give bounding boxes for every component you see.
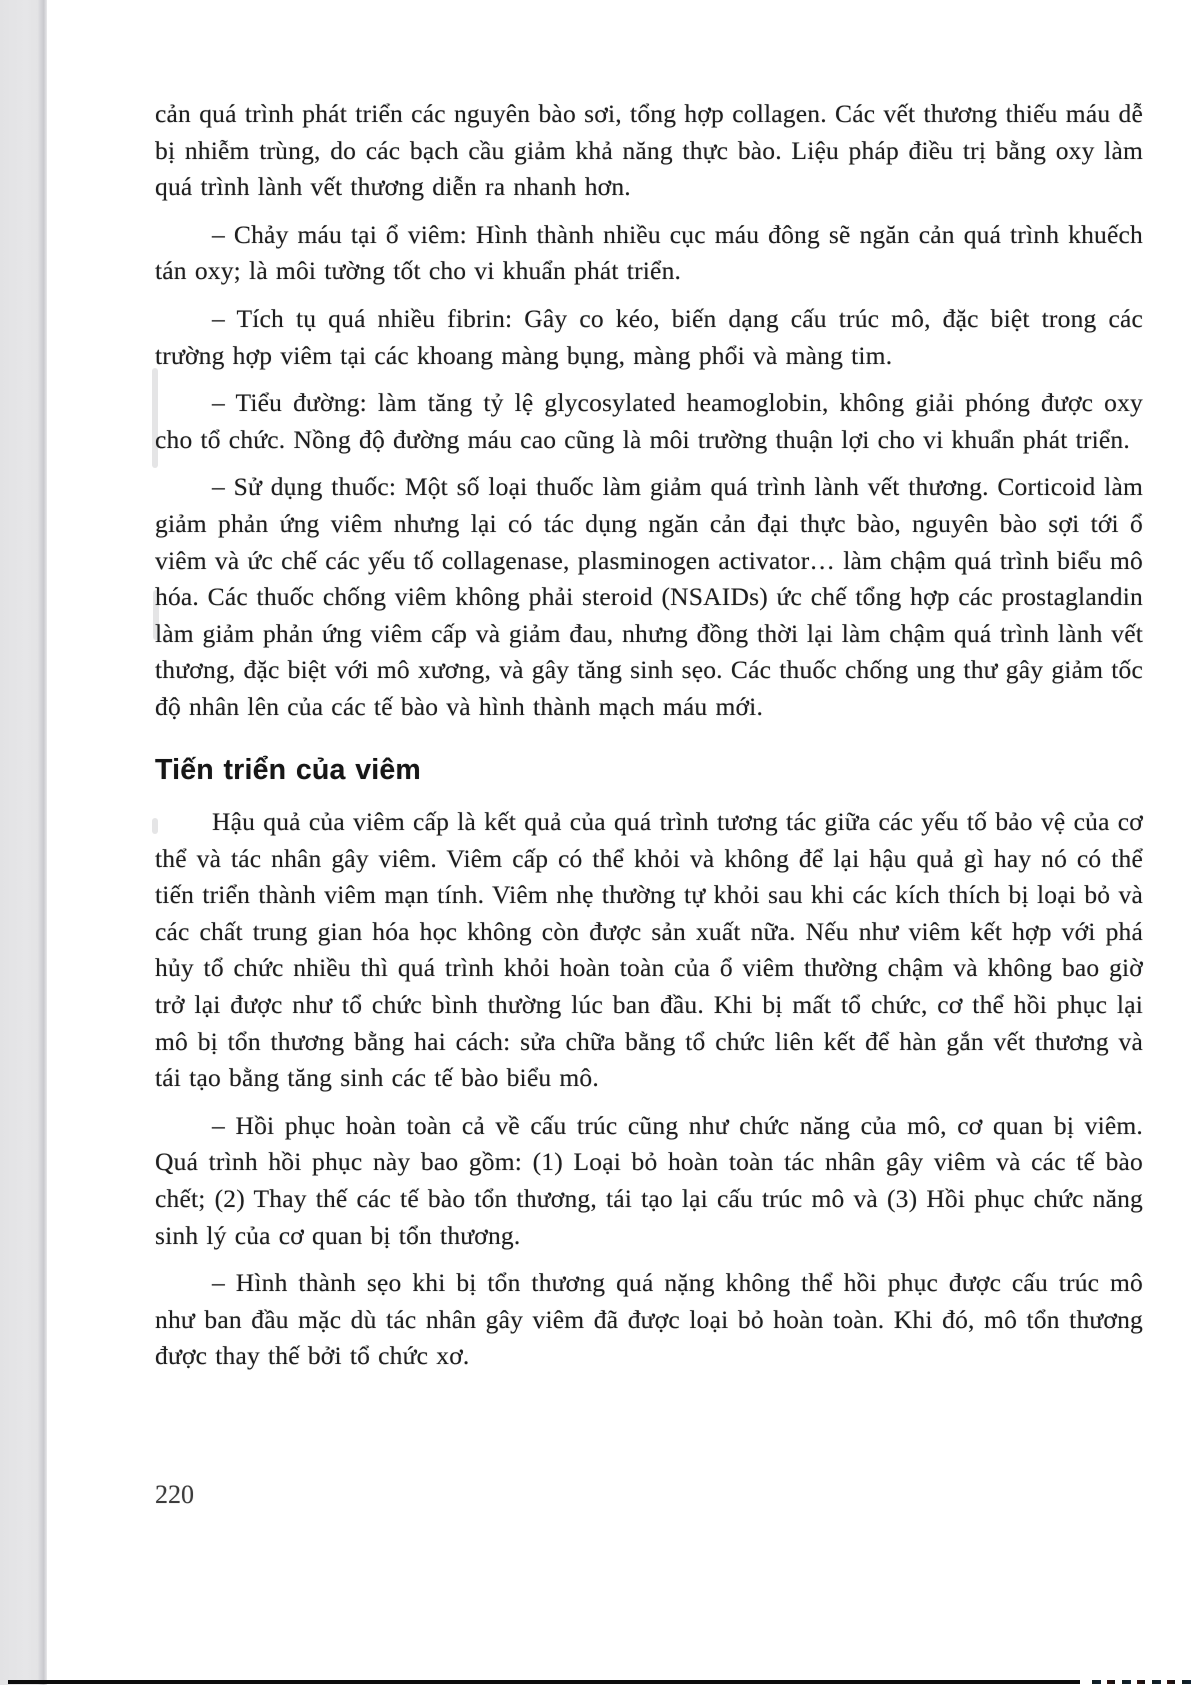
page-gutter-shadow: [0, 0, 47, 1685]
section-heading: Tiến triển của viêm: [155, 753, 421, 786]
scan-edge-line: [8, 1680, 1080, 1684]
bullet-paragraph-full-recovery: – Hồi phục hoàn toàn cả về cấu trúc cũng như chức năng của mô, cơ quan bị viêm. Quá trình hồi phục này bao gồm: (1) Loại bỏ hoàn toàn tác nhân gây viêm và các tế bào chết; (2) Thay thế các tế bào tổn thương, tái tạo lại cấu trúc mô và (3) Hồi phục chức năng sinh lý của cơ quan bị tổn thương.: [155, 1110, 1143, 1250]
paragraph-continuation: cản quá trình phát triển các nguyên bào sơi, tổng hợp collagen. Các vết thương thiếu máu dễ bị nhiễm trùng, do các bạch cầu giảm khả năng thực bào. Liệu pháp điều trị bằng oxy làm quá trình lành vết thương diễn ra nhanh hơn.: [155, 99, 1143, 202]
page-number: 220: [155, 1480, 194, 1509]
scan-edge-line-broken: [1092, 1680, 1192, 1684]
bullet-paragraph-bleeding: – Chảy máu tại ổ viêm: Hình thành nhiều cục máu đông sẽ ngăn cản quá trình khuếch tán oxy; là môi tường tốt cho vi khuẩn phát triển.: [155, 219, 1143, 286]
bullet-paragraph-fibrin: – Tích tụ quá nhiều fibrin: Gây co kéo, biến dạng cấu trúc mô, đặc biệt trong các trường hợp viêm tại các khoang màng bụng, màng phổi và màng tim.: [155, 303, 1143, 370]
page-body-text: [155, 96, 1143, 1386]
bullet-paragraph-diabetes: – Tiểu đường: làm tăng tỷ lệ glycosylated heamoglobin, không giải phóng được oxy cho tổ chức. Nồng độ đường máu cao cũng là môi trường thuận lợi cho vi khuẩn phát triển.: [155, 388, 1143, 454]
paragraph-inflammation-outcome: Hậu quả của viêm cấp là kết quả của quá trình tương tác giữa các yếu tố bảo vệ của cơ thể và tác nhân gây viêm. Viêm cấp có thể khỏi và không để lại hậu quả gì hay nó có thể tiến triển thành viêm mạn tính. Viêm nhẹ thường tự khỏi sau khi các kích thích bị loại bỏ và các chất trung gian hóa học không còn được sản xuất nữa. Nếu như viêm kết hợp với phá hủy tổ chức nhiều thì quá trình khỏi hoàn toàn của ổ viêm thường chậm và không bao giờ trở lại được như tổ chức bình thường lúc ban đầu. Khi bị mất tổ chức, cơ thể hồi phục lại mô bị tổn thương bằng hai cách: sửa chữa bằng tổ chức liên kết để hàn gắn vết thương và tái tạo bằng tăng sinh các tế bào biểu mô.: [155, 807, 1143, 1093]
bullet-paragraph-drugs: – Sử dụng thuốc: Một số loại thuốc làm giảm quá trình lành vết thương. Corticoid làm giảm phản ứng viêm nhưng lại có tác dụng ngăn cản đại thực bào, nguyên bào sợi tới ổ viêm và ức chế các yếu tố collagenase, plasminogen activator… làm chậm quá trình biểu mô hóa. Các thuốc chống viêm không phải steroid (NSAIDs) ức chế tổng hợp các prostaglandin làm giảm phản ứng viêm cấp và giảm đau, nhưng đồng thời lại làm chậm quá trình lành vết thương, đặc biệt với mô xương, và gây tăng sinh sẹo. Các thuốc chống ung thư gây giảm tốc độ nhân lên của các tế bào và hình thành mạch máu mới.: [155, 472, 1143, 721]
bullet-paragraph-scar-formation: – Hình thành sẹo khi bị tổn thương quá nặng không thể hồi phục được cấu trúc mô như ban đầu mặc dù tác nhân gây viêm đã được loại bỏ hoàn toàn. Khi đó, mô tổn thương được thay thế bởi tổ chức xơ.: [155, 1268, 1143, 1371]
